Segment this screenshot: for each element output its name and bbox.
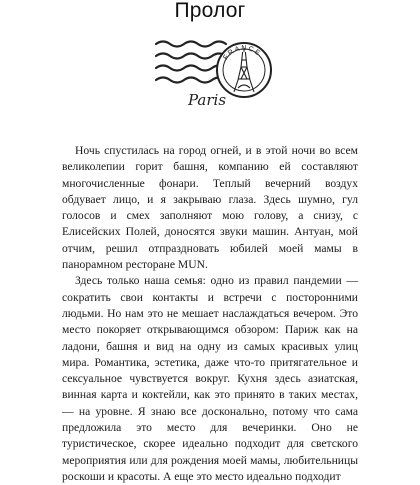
chapter-body-text [62, 143, 358, 485]
svg-text:Paris: Paris [188, 91, 227, 109]
paragraph: Ночь спустилась на город огней, и в этой ночи во всем великолепии горит башня, компанию ей составляют многочисленные фонари. Теплый вечерний воздух обдувает лицо, и я закрываю глаза. Здесь шумно, гул голосов и смех заполняют мою голову, а снизу, с Елисейских Полей, доносятся звуки машин. Антуан, мой отчим, решил отпраздновать юбилей моей мамы в панорамном ресторане MUN. [62, 144, 358, 272]
svg-text:FRANCE: FRANCE [222, 44, 263, 62]
paragraph: Здесь только наша семья: одно из правил пандемии — сократить свои контакты и встречи с посторонними людьми. Но нам это не мешает наслаждаться вечером. Это место покоряет открывающимся обзором: Париж как на ладони, башня и вид на одну из самых красивых улиц мира. Романтика, эстетика, даже что-то притягательное и сексуальное чувствуется вокруг. Кухня здесь азиатская, винная карта и коктейли, как это принято в таких местах, — на уровне. Я знаю все досконально, потому что сама предложила это место для вечеринки. Оно не туристическое, скорее идеально подходит для светского мероприятия или для рождения моей мамы, любительницы роскоши и красоты. А еще это место идеально подходит [62, 274, 358, 483]
eiffel-tower-postmark-icon [154, 34, 274, 114]
paris-postmark-illustration [154, 34, 274, 114]
chapter-title: Пролог [174, 0, 246, 22]
